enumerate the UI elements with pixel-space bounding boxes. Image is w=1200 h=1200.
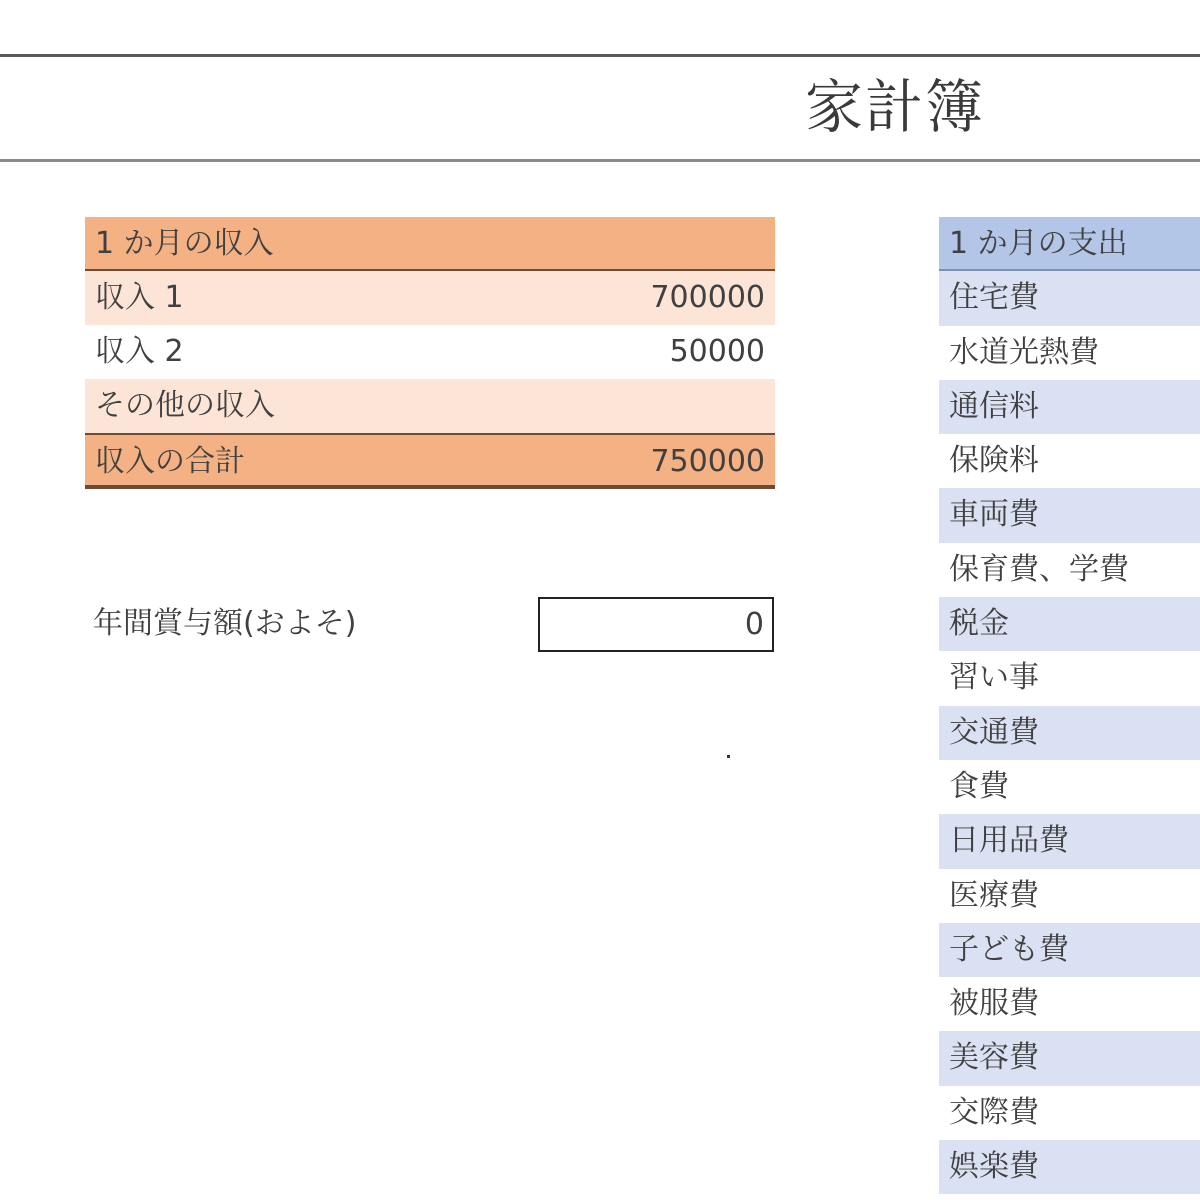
expense-row[interactable] (939, 923, 1200, 977)
income-total-label: 収入の合計 (95, 444, 245, 479)
expense-header-row (939, 217, 1200, 271)
income-row-1[interactable] (85, 271, 775, 325)
expense-label: 子ども費 (949, 931, 1069, 967)
title-band (0, 54, 1200, 162)
income-row-value[interactable]: 700000 (650, 280, 765, 315)
expense-row[interactable] (939, 977, 1200, 1031)
bonus-input[interactable]: 0 (538, 597, 774, 652)
income-total-value: 750000 (650, 444, 765, 479)
expense-label: 美容費 (949, 1040, 1039, 1076)
expense-label: 税金 (949, 606, 1009, 642)
income-row-label: 収入 1 (95, 280, 184, 315)
expense-label: 住宅費 (949, 280, 1039, 316)
income-row-2[interactable] (85, 325, 775, 379)
expense-row[interactable] (939, 1086, 1200, 1140)
expense-label: 日用品費 (949, 823, 1069, 859)
expense-row[interactable] (939, 1140, 1200, 1194)
income-total-row (85, 433, 775, 489)
expense-row[interactable] (939, 326, 1200, 380)
expense-row[interactable] (939, 434, 1200, 488)
expense-row[interactable] (939, 271, 1200, 325)
expense-label: 車両費 (949, 497, 1039, 533)
expense-table (939, 217, 1200, 1194)
expense-label: 水道光熱費 (949, 334, 1099, 370)
expense-row[interactable] (939, 488, 1200, 542)
expense-label: 娯楽費 (949, 1149, 1039, 1185)
expense-label: 被服費 (949, 986, 1039, 1022)
expense-row[interactable] (939, 760, 1200, 814)
income-header-label: 1 か月の収入 (95, 226, 274, 261)
income-table (85, 217, 775, 489)
expense-label: 保険料 (949, 443, 1039, 479)
expense-row[interactable] (939, 869, 1200, 923)
expense-row[interactable] (939, 543, 1200, 597)
expense-label: 交際費 (949, 1094, 1039, 1130)
expense-label: 医療費 (949, 877, 1039, 913)
income-header-row (85, 217, 775, 271)
page-title: 家計簿 (805, 73, 986, 141)
expense-row[interactable] (939, 380, 1200, 434)
expense-row[interactable] (939, 651, 1200, 705)
stray-dot (727, 755, 730, 758)
expense-row[interactable] (939, 814, 1200, 868)
income-row-other[interactable] (85, 379, 775, 433)
top-strip (0, 0, 1200, 54)
income-row-label: 収入 2 (95, 334, 184, 369)
expense-label: 食費 (949, 768, 1009, 804)
expense-row[interactable] (939, 1031, 1200, 1085)
bonus-label: 年間賞与額(およそ) (93, 606, 357, 641)
income-row-value[interactable]: 50000 (669, 334, 765, 369)
expense-label: 習い事 (949, 660, 1039, 696)
expense-row[interactable] (939, 706, 1200, 760)
income-row-label: その他の収入 (95, 388, 275, 423)
expense-label: 通信料 (949, 388, 1039, 424)
expense-label: 交通費 (949, 714, 1039, 750)
expense-row[interactable] (939, 597, 1200, 651)
expense-header-label: 1 か月の支出 (949, 226, 1128, 261)
expense-label: 保育費、学費 (949, 551, 1129, 587)
